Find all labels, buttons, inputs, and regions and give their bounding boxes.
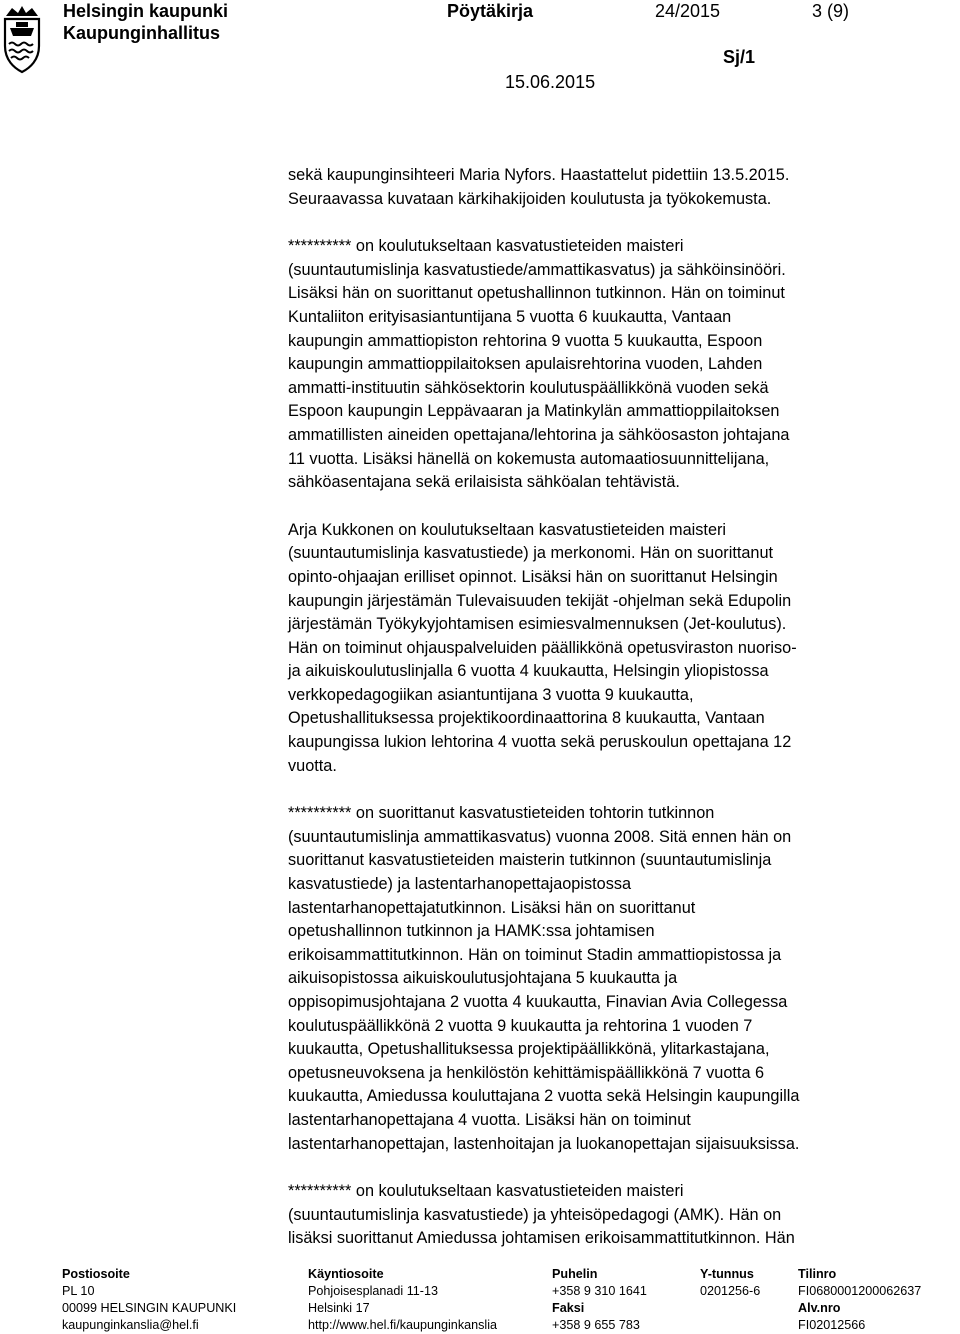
helsinki-coat-of-arms-icon <box>2 2 42 74</box>
text-line: kasvatustiede) ja lastentarhanopettajaopistossa <box>288 875 632 894</box>
text-line: opinto-ohjaajan erilliset opinnot. Lisäksi hän on suorittanut Helsingin <box>288 567 778 586</box>
paragraph <box>288 1180 948 1251</box>
text-line: Espoon kaupungin Leppävaaran ja Matinkylän ammattioppilaitoksen <box>288 402 780 421</box>
text-line: sekä kaupunginsihteeri Maria Nyfors. Haastattelut pidettiin 13.5.2015. <box>288 166 790 184</box>
text-line: Kuntaliiton erityisasiantuntijana 5 vuotta 6 kuukautta, Vantaan <box>288 307 732 326</box>
paragraph <box>288 802 948 1156</box>
document-body <box>288 164 948 1275</box>
text-line: vuotta. <box>288 756 337 775</box>
text-line: oppisopimusjohtajana 2 vuotta 4 kuukautta, Finavian Avia Collegessa <box>288 993 788 1011</box>
text-line: (suuntautumislinja kasvatustiede/ammattikasvatus) ja sähköinsinööri. <box>288 260 786 279</box>
text-line: suorittanut kasvatustieteiden maisterin tutkinnon (suuntautumislinja <box>288 851 772 870</box>
text-line: (suuntautumislinja kasvatustiede) ja merkonomi. Hän on suorittanut <box>288 544 774 563</box>
page-number: 3 (9) <box>812 1 850 21</box>
footer-business-id: Y-tunnus 0201256-6 <box>700 1267 761 1298</box>
text-line: Arja Kukkonen on koulutukseltaan kasvatustieteiden maisteri <box>288 520 727 539</box>
text-line: järjestämän Työkykyjohtamisen esimiesvalmennuksen (Jet-koulutus). <box>288 615 787 634</box>
text-line: erikoisammattitutkinnon. Hän on toiminut Stadin ammattiopistossa ja <box>288 945 782 964</box>
text-line: kaupungin ammattioppilaitoksen apulaisrehtorina vuoden, Lahden <box>288 355 763 374</box>
footer-website-link[interactable]: http://www.hel.fi/kaupunginkanslia <box>308 1318 498 1332</box>
text-line: kaupungissa lukion lehtorina 4 vuotta sekä peruskoulun opettajana 12 <box>288 733 792 752</box>
text-line: kuukautta, Opetushallituksessa projektipäällikkönä, ylitarkastajana, <box>288 1040 770 1059</box>
text-line: ammatti-instituutin sähkösektorin koulutuspäällikkönä vuoden sekä <box>288 378 769 397</box>
text-line: verkkopedagogiikan asiantuntijana 3 vuotta 9 kuukautta, <box>288 685 694 704</box>
text-line: aikuisopistossa aikuiskoulutusjohtajana 5 kuukautta ja <box>288 969 678 988</box>
text-line: (suuntautumislinja ammattikasvatus) vuonna 2008. Sitä ennen hän on <box>288 827 792 846</box>
text-line: kuukautta, Amiedussa kouluttajana 2 vuotta sekä Helsingin kaupungilla <box>288 1087 800 1106</box>
text-line: opetushallinnon tutkinnon ja HAMK:ssa johtamisen <box>288 922 655 941</box>
text-line: lastentarhanopettajana 4 vuotta. Lisäksi hän on toiminut <box>288 1110 691 1129</box>
section-code: Sj/1 <box>723 47 756 67</box>
paragraph <box>288 235 948 495</box>
footer-email[interactable]: kaupunginkanslia@hel.fi <box>62 1318 199 1332</box>
footer-phone: Puhelin +358 9 310 1641 Faksi +358 9 655 783 <box>552 1267 647 1332</box>
text-line: sähköasentajana sekä erilaisista sähköalan tehtävistä. <box>288 473 680 492</box>
text-line: opetusneuvoksena ja henkilöstön kehittämispäällikkönä 7 vuotta 6 <box>288 1063 765 1082</box>
text-line: ********** on suorittanut kasvatustieteiden tohtorin tutkinnon <box>288 804 715 823</box>
text-line: Seuraavassa kuvataan kärkihakijoiden koulutusta ja työkokemusta. <box>288 189 772 208</box>
text-line: (suuntautumislinja kasvatustiede) ja yhteisöpedagogi (AMK). Hän on <box>288 1205 782 1224</box>
text-line: Lisäksi hän on suorittanut opetushallinnon tutkinnon. Hän on toiminut <box>288 284 785 303</box>
text-line: ********** on koulutukseltaan kasvatustieteiden maisteri <box>288 1182 684 1201</box>
text-line: ammatillisten aineiden opettajana/lehtorina ja sähköosaston johtajana <box>288 425 790 444</box>
document-type: Pöytäkirja <box>447 1 534 21</box>
text-line: ********** on koulutukseltaan kasvatustieteiden maisteri <box>288 237 684 256</box>
text-line: lisäksi suorittanut Amiedussa johtamisen erikoisammattitutkinnon. Hän <box>288 1229 795 1248</box>
footer-postal-address: Postiosoite PL 10 00099 HELSINGIN KAUPUNKI kaupunginkanslia@hel.fi <box>62 1267 237 1332</box>
footer-visiting-address: Käyntiosoite Pohjoisesplanadi 11-13 Helsinki 17 http://www.hel.fi/kaupunginkanslia <box>308 1267 498 1332</box>
text-line: lastentarhanopettajan, lastenhoitajan ja luokanopettajan sijaisuuksissa. <box>288 1134 800 1153</box>
text-line: ja aikuiskoulutuslinjalla 6 vuotta 4 kuukautta, Helsingin yliopistossa <box>288 662 769 681</box>
footer-account: Tilinro FI0680001200062637 Alv.nro FI02012566 <box>798 1267 922 1332</box>
header-unit: Kaupunginhallitus <box>63 23 220 43</box>
text-line: kaupungin järjestämän Tulevaisuuden tekijät -ohjelman sekä Edupolin <box>288 591 792 610</box>
text-line: koulutuspäällikkönä 2 vuotta 9 kuukautta ja rehtorina 1 vuoden 7 <box>288 1016 753 1035</box>
text-line: Hän on toiminut ohjauspalveluiden päällikkönä opetusviraston nuoriso- <box>288 638 797 657</box>
text-line: 11 vuotta. Lisäksi hänellä on kokemusta automaatiosuunnittelijana, <box>288 449 770 468</box>
meeting-date: 15.06.2015 <box>505 72 596 92</box>
document-number: 24/2015 <box>655 1 721 21</box>
text-line: Opetushallituksessa projektikoordinaattorina 8 kuukautta, Vantaan <box>288 709 765 728</box>
paragraph <box>288 164 948 211</box>
text-line: kaupungin ammattiopiston rehtorina 9 vuotta 5 kuukautta, Espoon <box>288 331 763 350</box>
header-organization: Helsingin kaupunki <box>63 1 229 21</box>
text-line: lastentarhanopettajatutkinnon. Lisäksi hän on suorittanut <box>288 898 696 917</box>
paragraph <box>288 519 948 779</box>
